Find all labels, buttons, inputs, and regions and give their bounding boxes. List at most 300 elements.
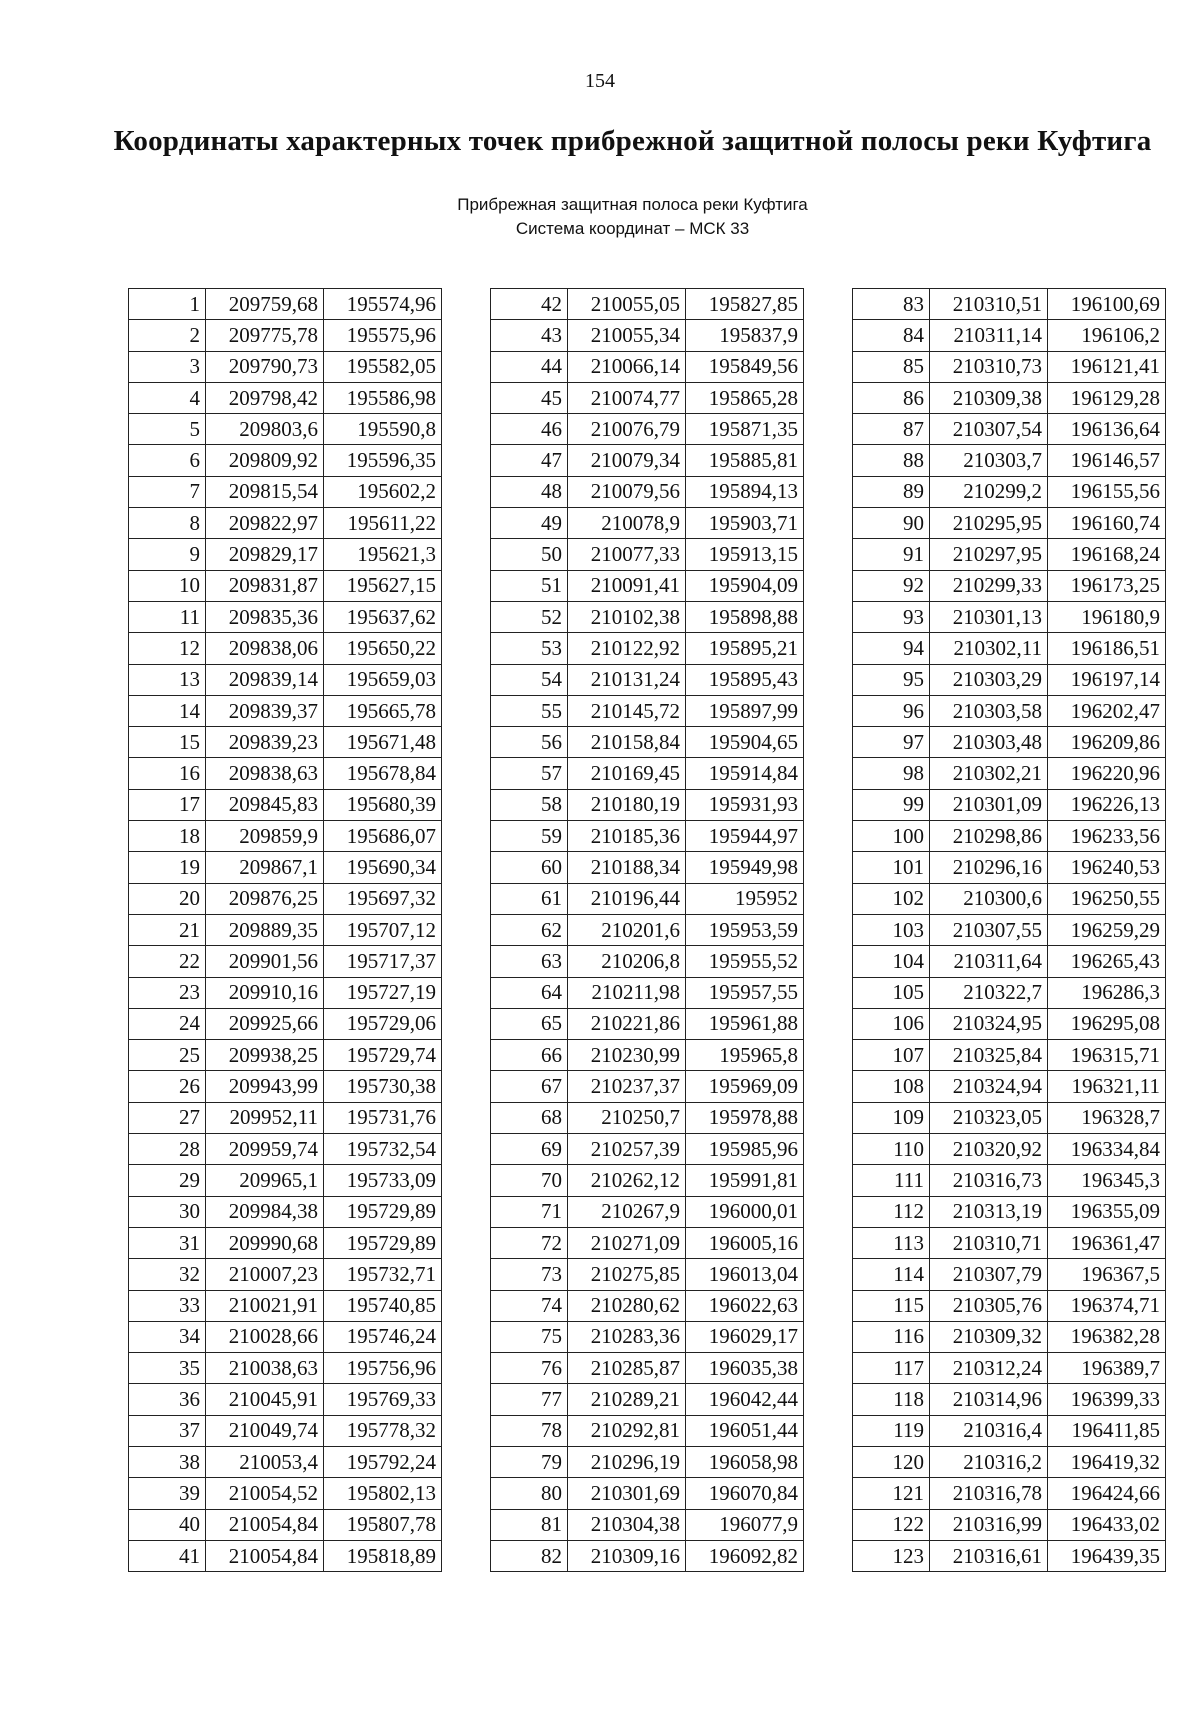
x-coordinate-cell: 209990,68 [206, 1227, 324, 1258]
point-number-cell: 58 [491, 789, 568, 820]
y-coordinate-cell: 196315,71 [1048, 1040, 1166, 1071]
point-number-cell: 62 [491, 914, 568, 945]
y-coordinate-cell: 196389,7 [1048, 1353, 1166, 1384]
x-coordinate-cell: 209815,54 [206, 476, 324, 507]
table-row [491, 633, 804, 664]
y-coordinate-cell: 195574,96 [324, 289, 442, 320]
x-coordinate-cell: 210309,32 [930, 1321, 1048, 1352]
table-row [491, 1353, 804, 1384]
point-number-cell: 99 [853, 789, 930, 820]
point-number-cell: 4 [129, 382, 206, 413]
table-row [491, 727, 804, 758]
y-coordinate-cell: 195627,15 [324, 570, 442, 601]
table-row [129, 1040, 442, 1071]
x-coordinate-cell: 210305,76 [930, 1290, 1048, 1321]
table-row [491, 914, 804, 945]
y-coordinate-cell: 195732,71 [324, 1259, 442, 1290]
x-coordinate-cell: 210304,38 [568, 1509, 686, 1540]
x-coordinate-cell: 210303,29 [930, 664, 1048, 695]
y-coordinate-cell: 195837,9 [686, 320, 804, 351]
y-coordinate-cell: 196155,56 [1048, 476, 1166, 507]
x-coordinate-cell: 210262,12 [568, 1165, 686, 1196]
y-coordinate-cell: 196419,32 [1048, 1446, 1166, 1477]
x-coordinate-cell: 210079,34 [568, 445, 686, 476]
point-number-cell: 81 [491, 1509, 568, 1540]
table-row [129, 695, 442, 726]
point-number-cell: 19 [129, 852, 206, 883]
table-row [129, 1165, 442, 1196]
point-number-cell: 7 [129, 476, 206, 507]
x-coordinate-cell: 209889,35 [206, 914, 324, 945]
point-number-cell: 51 [491, 570, 568, 601]
point-number-cell: 24 [129, 1008, 206, 1039]
x-coordinate-cell: 210307,55 [930, 914, 1048, 945]
table-row [491, 946, 804, 977]
table-row [853, 1509, 1166, 1540]
point-number-cell: 89 [853, 476, 930, 507]
table-row [853, 320, 1166, 351]
point-number-cell: 43 [491, 320, 568, 351]
point-number-cell: 27 [129, 1102, 206, 1133]
x-coordinate-cell: 210285,87 [568, 1353, 686, 1384]
x-coordinate-cell: 209838,06 [206, 633, 324, 664]
point-number-cell: 5 [129, 414, 206, 445]
x-coordinate-cell: 210280,62 [568, 1290, 686, 1321]
table-row [491, 1540, 804, 1571]
x-coordinate-cell: 209790,73 [206, 351, 324, 382]
x-coordinate-cell: 210206,8 [568, 946, 686, 977]
table-row [491, 1102, 804, 1133]
point-number-cell: 109 [853, 1102, 930, 1133]
y-coordinate-cell: 196186,51 [1048, 633, 1166, 664]
table-row [853, 445, 1166, 476]
point-number-cell: 60 [491, 852, 568, 883]
y-coordinate-cell: 196168,24 [1048, 539, 1166, 570]
x-coordinate-cell: 210302,11 [930, 633, 1048, 664]
y-coordinate-cell: 195969,09 [686, 1071, 804, 1102]
y-coordinate-cell: 195897,99 [686, 695, 804, 726]
point-number-cell: 49 [491, 508, 568, 539]
table-row [853, 789, 1166, 820]
table-row [853, 946, 1166, 977]
y-coordinate-cell: 196005,16 [686, 1227, 804, 1258]
table-row [853, 1353, 1166, 1384]
point-number-cell: 76 [491, 1353, 568, 1384]
x-coordinate-cell: 210055,05 [568, 289, 686, 320]
table-row [129, 1259, 442, 1290]
table-row [129, 476, 442, 507]
table-row [129, 1478, 442, 1509]
point-number-cell: 110 [853, 1134, 930, 1165]
x-coordinate-cell: 210074,77 [568, 382, 686, 413]
point-number-cell: 100 [853, 821, 930, 852]
x-coordinate-cell: 210250,7 [568, 1102, 686, 1133]
y-coordinate-cell: 195871,35 [686, 414, 804, 445]
table-row [491, 414, 804, 445]
point-number-cell: 52 [491, 601, 568, 632]
table-row [129, 414, 442, 445]
point-number-cell: 87 [853, 414, 930, 445]
table-row [853, 914, 1166, 945]
x-coordinate-cell: 210079,56 [568, 476, 686, 507]
y-coordinate-cell: 196000,01 [686, 1196, 804, 1227]
x-coordinate-cell: 210299,2 [930, 476, 1048, 507]
y-coordinate-cell: 196411,85 [1048, 1415, 1166, 1446]
table-row [129, 1134, 442, 1165]
table-row [853, 1321, 1166, 1352]
point-number-cell: 111 [853, 1165, 930, 1196]
y-coordinate-cell: 196382,28 [1048, 1321, 1166, 1352]
y-coordinate-cell: 195978,88 [686, 1102, 804, 1133]
x-coordinate-cell: 210275,85 [568, 1259, 686, 1290]
y-coordinate-cell: 195903,71 [686, 508, 804, 539]
y-coordinate-cell: 195690,34 [324, 852, 442, 883]
point-number-cell: 122 [853, 1509, 930, 1540]
point-number-cell: 84 [853, 320, 930, 351]
y-coordinate-cell: 196321,11 [1048, 1071, 1166, 1102]
table-row [853, 633, 1166, 664]
table-row [491, 570, 804, 601]
point-number-cell: 67 [491, 1071, 568, 1102]
x-coordinate-cell: 209845,83 [206, 789, 324, 820]
table-row [129, 1540, 442, 1571]
table-row [853, 1071, 1166, 1102]
y-coordinate-cell: 195904,65 [686, 727, 804, 758]
point-number-cell: 113 [853, 1227, 930, 1258]
x-coordinate-cell: 210316,99 [930, 1509, 1048, 1540]
x-coordinate-cell: 210324,94 [930, 1071, 1048, 1102]
x-coordinate-cell: 210169,45 [568, 758, 686, 789]
table-row [129, 1509, 442, 1540]
y-coordinate-cell: 195894,13 [686, 476, 804, 507]
y-coordinate-cell: 195746,24 [324, 1321, 442, 1352]
table-row [853, 758, 1166, 789]
point-number-cell: 30 [129, 1196, 206, 1227]
point-number-cell: 48 [491, 476, 568, 507]
table-row [129, 789, 442, 820]
x-coordinate-cell: 210122,92 [568, 633, 686, 664]
table-row [853, 601, 1166, 632]
x-coordinate-cell: 210091,41 [568, 570, 686, 601]
x-coordinate-cell: 210045,91 [206, 1384, 324, 1415]
point-number-cell: 103 [853, 914, 930, 945]
y-coordinate-cell: 195717,37 [324, 946, 442, 977]
point-number-cell: 108 [853, 1071, 930, 1102]
y-coordinate-cell: 195590,8 [324, 414, 442, 445]
point-number-cell: 65 [491, 1008, 568, 1039]
y-coordinate-cell: 195665,78 [324, 695, 442, 726]
table-row [129, 601, 442, 632]
table-row [129, 727, 442, 758]
table-row [129, 1384, 442, 1415]
table-row [129, 351, 442, 382]
y-coordinate-cell: 196328,7 [1048, 1102, 1166, 1133]
point-number-cell: 73 [491, 1259, 568, 1290]
point-number-cell: 114 [853, 1259, 930, 1290]
table-row [853, 1290, 1166, 1321]
x-coordinate-cell: 210325,84 [930, 1040, 1048, 1071]
table-row [129, 539, 442, 570]
x-coordinate-cell: 210302,21 [930, 758, 1048, 789]
table-row [491, 1321, 804, 1352]
x-coordinate-cell: 209803,6 [206, 414, 324, 445]
point-number-cell: 23 [129, 977, 206, 1008]
table-row [853, 821, 1166, 852]
table-row [853, 414, 1166, 445]
table-row [853, 1196, 1166, 1227]
y-coordinate-cell: 195949,98 [686, 852, 804, 883]
table-row [491, 601, 804, 632]
y-coordinate-cell: 195637,62 [324, 601, 442, 632]
point-number-cell: 31 [129, 1227, 206, 1258]
y-coordinate-cell: 196250,55 [1048, 883, 1166, 914]
point-number-cell: 93 [853, 601, 930, 632]
point-number-cell: 63 [491, 946, 568, 977]
point-number-cell: 15 [129, 727, 206, 758]
table-row [853, 1008, 1166, 1039]
x-coordinate-cell: 210307,79 [930, 1259, 1048, 1290]
table-row [129, 1227, 442, 1258]
point-number-cell: 35 [129, 1353, 206, 1384]
x-coordinate-cell: 210310,51 [930, 289, 1048, 320]
y-coordinate-cell: 195727,19 [324, 977, 442, 1008]
y-coordinate-cell: 195792,24 [324, 1446, 442, 1477]
point-number-cell: 120 [853, 1446, 930, 1477]
table-row [129, 1353, 442, 1384]
point-number-cell: 56 [491, 727, 568, 758]
y-coordinate-cell: 195596,35 [324, 445, 442, 476]
x-coordinate-cell: 210299,33 [930, 570, 1048, 601]
y-coordinate-cell: 196259,29 [1048, 914, 1166, 945]
x-coordinate-cell: 210296,19 [568, 1446, 686, 1477]
point-number-cell: 102 [853, 883, 930, 914]
y-coordinate-cell: 196355,09 [1048, 1196, 1166, 1227]
document-title: Координаты характерных точек прибрежной защитной полосы реки Куфтига [113, 125, 1152, 157]
y-coordinate-cell: 195697,32 [324, 883, 442, 914]
coordinates-table-1 [128, 288, 442, 1572]
point-number-cell: 80 [491, 1478, 568, 1509]
x-coordinate-cell: 210078,9 [568, 508, 686, 539]
table-row [491, 695, 804, 726]
table-row [853, 664, 1166, 695]
table-row [491, 1478, 804, 1509]
y-coordinate-cell: 195952 [686, 883, 804, 914]
point-number-cell: 66 [491, 1040, 568, 1071]
y-coordinate-cell: 195985,96 [686, 1134, 804, 1165]
page-number: 154 [585, 70, 615, 92]
point-number-cell: 86 [853, 382, 930, 413]
table-row [853, 1227, 1166, 1258]
point-number-cell: 10 [129, 570, 206, 601]
y-coordinate-cell: 195729,89 [324, 1196, 442, 1227]
point-number-cell: 59 [491, 821, 568, 852]
x-coordinate-cell: 210053,4 [206, 1446, 324, 1477]
x-coordinate-cell: 210131,24 [568, 664, 686, 695]
y-coordinate-cell: 195686,07 [324, 821, 442, 852]
y-coordinate-cell: 195991,81 [686, 1165, 804, 1196]
point-number-cell: 106 [853, 1008, 930, 1039]
x-coordinate-cell: 210311,14 [930, 320, 1048, 351]
table-row [129, 1008, 442, 1039]
x-coordinate-cell: 210303,58 [930, 695, 1048, 726]
point-number-cell: 75 [491, 1321, 568, 1352]
point-number-cell: 78 [491, 1415, 568, 1446]
table-row [491, 1134, 804, 1165]
point-number-cell: 38 [129, 1446, 206, 1477]
table-row [853, 1040, 1166, 1071]
point-number-cell: 90 [853, 508, 930, 539]
point-number-cell: 26 [129, 1071, 206, 1102]
point-number-cell: 118 [853, 1384, 930, 1415]
x-coordinate-cell: 209809,92 [206, 445, 324, 476]
y-coordinate-cell: 196173,25 [1048, 570, 1166, 601]
table-row [853, 351, 1166, 382]
x-coordinate-cell: 210054,84 [206, 1540, 324, 1571]
x-coordinate-cell: 210145,72 [568, 695, 686, 726]
x-coordinate-cell: 210310,73 [930, 351, 1048, 382]
x-coordinate-cell: 210049,74 [206, 1415, 324, 1446]
point-number-cell: 45 [491, 382, 568, 413]
y-coordinate-cell: 196180,9 [1048, 601, 1166, 632]
y-coordinate-cell: 196295,08 [1048, 1008, 1166, 1039]
point-number-cell: 79 [491, 1446, 568, 1477]
x-coordinate-cell: 210257,39 [568, 1134, 686, 1165]
x-coordinate-cell: 209775,78 [206, 320, 324, 351]
point-number-cell: 107 [853, 1040, 930, 1071]
point-number-cell: 92 [853, 570, 930, 601]
y-coordinate-cell: 196092,82 [686, 1540, 804, 1571]
x-coordinate-cell: 210311,64 [930, 946, 1048, 977]
point-number-cell: 12 [129, 633, 206, 664]
y-coordinate-cell: 195965,8 [686, 1040, 804, 1071]
y-coordinate-cell: 195807,78 [324, 1509, 442, 1540]
x-coordinate-cell: 210076,79 [568, 414, 686, 445]
y-coordinate-cell: 196197,14 [1048, 664, 1166, 695]
x-coordinate-cell: 209876,25 [206, 883, 324, 914]
point-number-cell: 11 [129, 601, 206, 632]
table-row [491, 1384, 804, 1415]
y-coordinate-cell: 195671,48 [324, 727, 442, 758]
y-coordinate-cell: 196136,64 [1048, 414, 1166, 445]
table-row [129, 1290, 442, 1321]
table-row [491, 789, 804, 820]
x-coordinate-cell: 209959,74 [206, 1134, 324, 1165]
table-row [491, 1259, 804, 1290]
table-row [129, 664, 442, 695]
point-number-cell: 14 [129, 695, 206, 726]
table-row [491, 883, 804, 914]
table-row [491, 1290, 804, 1321]
y-coordinate-cell: 196367,5 [1048, 1259, 1166, 1290]
point-number-cell: 28 [129, 1134, 206, 1165]
point-number-cell: 104 [853, 946, 930, 977]
table-row [853, 1415, 1166, 1446]
point-number-cell: 53 [491, 633, 568, 664]
x-coordinate-cell: 210201,6 [568, 914, 686, 945]
table-row [853, 1540, 1166, 1571]
x-coordinate-cell: 210301,13 [930, 601, 1048, 632]
x-coordinate-cell: 210303,7 [930, 445, 1048, 476]
table-row [129, 1415, 442, 1446]
point-number-cell: 22 [129, 946, 206, 977]
x-coordinate-cell: 210054,52 [206, 1478, 324, 1509]
table-row [853, 508, 1166, 539]
y-coordinate-cell: 195611,22 [324, 508, 442, 539]
table-row [491, 1415, 804, 1446]
y-coordinate-cell: 195898,88 [686, 601, 804, 632]
table-row [853, 1446, 1166, 1477]
point-number-cell: 74 [491, 1290, 568, 1321]
y-coordinate-cell: 195895,21 [686, 633, 804, 664]
y-coordinate-cell: 195957,55 [686, 977, 804, 1008]
table-row [129, 289, 442, 320]
y-coordinate-cell: 195885,81 [686, 445, 804, 476]
table-row [491, 351, 804, 382]
x-coordinate-cell: 210271,09 [568, 1227, 686, 1258]
table-row [491, 1227, 804, 1258]
subtitle-zone-name: Прибрежная защитная полоса реки Куфтига [457, 195, 808, 214]
point-number-cell: 16 [129, 758, 206, 789]
point-number-cell: 47 [491, 445, 568, 476]
table-row [129, 852, 442, 883]
table-row [853, 977, 1166, 1008]
x-coordinate-cell: 209831,87 [206, 570, 324, 601]
x-coordinate-cell: 210230,99 [568, 1040, 686, 1071]
x-coordinate-cell: 210324,95 [930, 1008, 1048, 1039]
table-row [491, 852, 804, 883]
y-coordinate-cell: 195731,76 [324, 1102, 442, 1133]
point-number-cell: 91 [853, 539, 930, 570]
x-coordinate-cell: 210102,38 [568, 601, 686, 632]
table-row [853, 852, 1166, 883]
x-coordinate-cell: 210188,34 [568, 852, 686, 883]
x-coordinate-cell: 209829,17 [206, 539, 324, 570]
point-number-cell: 46 [491, 414, 568, 445]
coordinates-table-3 [852, 288, 1166, 1572]
point-number-cell: 33 [129, 1290, 206, 1321]
table-row [853, 1259, 1166, 1290]
table-row [491, 664, 804, 695]
table-row [491, 1040, 804, 1071]
y-coordinate-cell: 196240,53 [1048, 852, 1166, 883]
table-row [129, 1102, 442, 1133]
y-coordinate-cell: 195818,89 [324, 1540, 442, 1571]
x-coordinate-cell: 209835,36 [206, 601, 324, 632]
point-number-cell: 36 [129, 1384, 206, 1415]
point-number-cell: 116 [853, 1321, 930, 1352]
point-number-cell: 112 [853, 1196, 930, 1227]
y-coordinate-cell: 196058,98 [686, 1446, 804, 1477]
x-coordinate-cell: 210066,14 [568, 351, 686, 382]
x-coordinate-cell: 210316,78 [930, 1478, 1048, 1509]
x-coordinate-cell: 209867,1 [206, 852, 324, 883]
point-number-cell: 2 [129, 320, 206, 351]
y-coordinate-cell: 195961,88 [686, 1008, 804, 1039]
table-row [853, 1134, 1166, 1165]
point-number-cell: 50 [491, 539, 568, 570]
x-coordinate-cell: 209952,11 [206, 1102, 324, 1133]
x-coordinate-cell: 210295,95 [930, 508, 1048, 539]
x-coordinate-cell: 210309,38 [930, 382, 1048, 413]
y-coordinate-cell: 195729,74 [324, 1040, 442, 1071]
point-number-cell: 69 [491, 1134, 568, 1165]
x-coordinate-cell: 210021,91 [206, 1290, 324, 1321]
y-coordinate-cell: 195931,93 [686, 789, 804, 820]
y-coordinate-cell: 196374,71 [1048, 1290, 1166, 1321]
table-row [491, 1071, 804, 1102]
table-row [129, 1071, 442, 1102]
x-coordinate-cell: 209984,38 [206, 1196, 324, 1227]
